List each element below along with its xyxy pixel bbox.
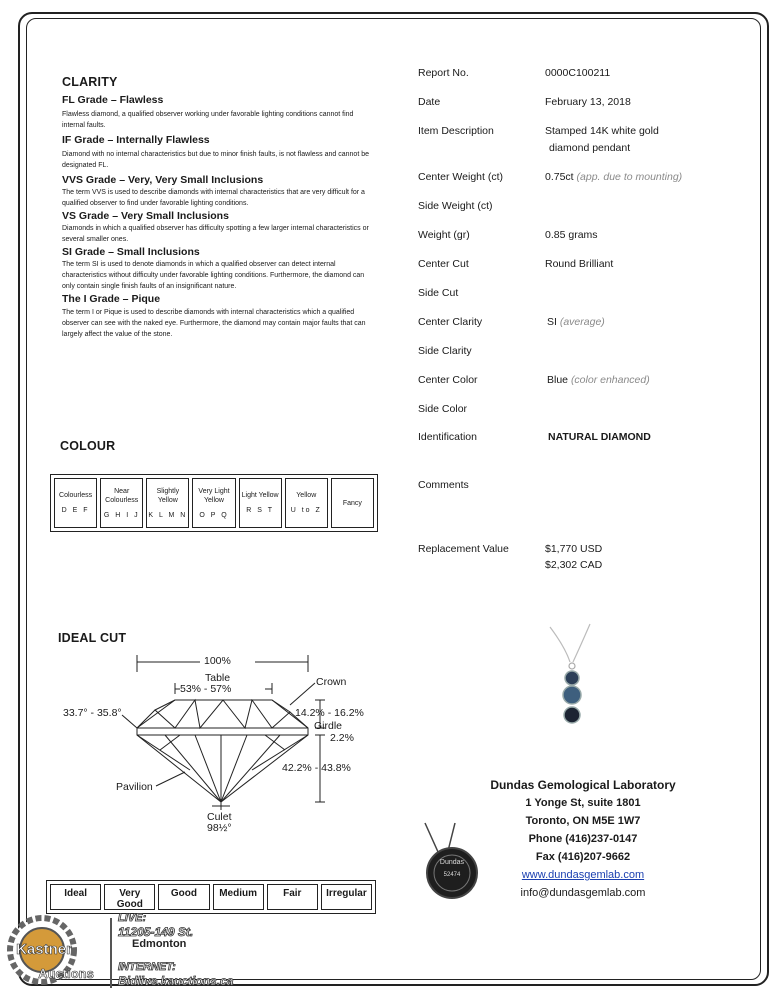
cut-pavilion-label: Pavilion bbox=[116, 781, 153, 793]
watermark-live-address2: Edmonton bbox=[132, 938, 187, 950]
seal-number: 52474 bbox=[443, 872, 461, 878]
report-label: Center Cut bbox=[418, 258, 469, 270]
clarity-title: CLARITY bbox=[62, 75, 118, 89]
colour-box-near-colourless bbox=[100, 478, 143, 528]
report-label: Center Color bbox=[418, 374, 478, 386]
cut-pavilion-depth: 42.2% - 43.8% bbox=[282, 762, 351, 774]
replacement-cad: $2,302 CAD bbox=[545, 559, 603, 571]
report-value: NATURAL DIAMOND bbox=[548, 431, 651, 443]
lab-name: Dundas Gemological Laboratory bbox=[490, 778, 676, 792]
cut-grade-box: Irregular bbox=[321, 884, 372, 910]
report-value bbox=[547, 316, 605, 328]
cut-crown-label: Crown bbox=[316, 676, 347, 688]
lab-phone: Phone (416)237-0147 bbox=[528, 833, 638, 845]
report-value: 0000C100211 bbox=[545, 67, 611, 79]
value-text: Blue bbox=[547, 374, 569, 386]
grade-description: Diamond with no internal characteristics but due to minor finish faults, is not flawless and cannot be designated FL. bbox=[62, 151, 369, 169]
grade-heading: The I Grade – Pique bbox=[62, 293, 161, 305]
report-label: Item Description bbox=[418, 125, 494, 137]
comments-label: Comments bbox=[418, 479, 469, 491]
colour-letters: D E F bbox=[61, 507, 90, 514]
clarity-grade-if bbox=[62, 134, 372, 171]
cut-grade-box: Fair bbox=[267, 884, 318, 910]
grade-description: The term VVS is used to describe diamonds with internal characteristics that are very difficult for a qualified observer to find under favorable lighting conditions. bbox=[62, 189, 365, 207]
report-value bbox=[547, 374, 650, 386]
watermark-divider bbox=[110, 918, 112, 988]
clarity-grade-si bbox=[62, 246, 372, 292]
colour-box-very-light-yellow bbox=[192, 478, 235, 528]
seal-text: Dundas bbox=[439, 859, 465, 866]
report-value: February 13, 2018 bbox=[545, 96, 631, 108]
colour-letters: G H I J bbox=[103, 511, 140, 519]
replacement-label: Replacement Value bbox=[418, 543, 509, 555]
cut-culet-pct: 98½° bbox=[207, 822, 232, 834]
colour-name: Yellow bbox=[296, 492, 317, 499]
report-label: Date bbox=[418, 96, 441, 108]
report-label: Side Cut bbox=[418, 287, 459, 299]
grade-heading: VS Grade – Very Small Inclusions bbox=[62, 210, 229, 222]
pendant-photo bbox=[540, 622, 610, 732]
value-note: (average) bbox=[559, 316, 605, 328]
colour-name: Fancy bbox=[342, 499, 362, 507]
cut-table-range: 53% - 57% bbox=[180, 683, 232, 695]
colour-name: Very Light Yellow bbox=[198, 487, 230, 504]
value-text: SI bbox=[547, 316, 557, 328]
kastner-logo-icon bbox=[4, 912, 114, 992]
report-label: Report No. bbox=[418, 67, 469, 79]
colour-letters: R S T bbox=[246, 507, 275, 514]
colour-box-light-yellow bbox=[239, 478, 282, 528]
cut-crown-angle: 33.7° - 35.8° bbox=[63, 707, 122, 719]
watermark-internet-label: INTERNET: bbox=[118, 961, 176, 973]
cut-grade-box: Medium bbox=[213, 884, 264, 910]
cut-grade-scale bbox=[46, 880, 376, 914]
report-label: Side Weight (ct) bbox=[418, 200, 493, 212]
value-note: (color enhanced) bbox=[570, 374, 650, 386]
watermark-live-label: LIVE: bbox=[118, 912, 147, 924]
cut-crown-height: 14.2% - 16.2% bbox=[295, 707, 364, 719]
clarity-grades bbox=[62, 94, 372, 340]
colour-box-colourless bbox=[54, 478, 97, 528]
report-value-line2: diamond pendant bbox=[549, 142, 631, 154]
colour-name: Near Colourless bbox=[105, 487, 139, 504]
value-note: (app. due to mounting) bbox=[576, 171, 683, 183]
cut-total-label: 100% bbox=[204, 655, 231, 667]
colour-title: COLOUR bbox=[60, 439, 116, 453]
report-label: Side Color bbox=[418, 403, 468, 415]
lab-fax: Fax (416)207-9662 bbox=[535, 851, 631, 863]
grade-description: Diamonds in which a qualified observer has difficulty spotting a few larger internal characteristics or several smaller ones. bbox=[62, 225, 369, 243]
colour-letters: K L M N bbox=[148, 511, 188, 519]
lab-address2: Toronto, ON M5E 1W7 bbox=[525, 815, 641, 827]
grade-description: The term SI is used to denote diamonds in which a qualified observer can detect internal characteristics without difficulty under favorable lighting conditions. Furthermore, the diamond can only contain single finish faults of an insignificant nature. bbox=[62, 261, 365, 290]
colour-box-slightly-yellow bbox=[146, 478, 189, 528]
report-value bbox=[545, 171, 682, 183]
report-label: Side Clarity bbox=[418, 345, 472, 357]
ideal-cut-title: IDEAL CUT bbox=[58, 631, 127, 645]
colour-box-yellow bbox=[285, 478, 328, 528]
clarity-grade-vs bbox=[62, 210, 372, 245]
colour-name: Colourless bbox=[59, 492, 93, 499]
grade-heading: IF Grade – Internally Flawless bbox=[62, 134, 210, 146]
grade-heading: VVS Grade – Very, Very Small Inclusions bbox=[62, 174, 264, 186]
report-value: Round Brilliant bbox=[545, 258, 614, 270]
report-value: 0.85 grams bbox=[545, 229, 598, 241]
replacement-usd: $1,770 USD bbox=[545, 543, 603, 555]
colour-letters: U to Z bbox=[290, 507, 322, 514]
grade-heading: SI Grade – Small Inclusions bbox=[62, 246, 200, 258]
logo-line1: Kastner bbox=[16, 941, 72, 958]
lab-website-link[interactable]: www.dundasgemlab.com bbox=[521, 869, 645, 881]
colour-name: Light Yellow bbox=[241, 492, 279, 499]
lab-info bbox=[478, 776, 688, 902]
report-value: Stamped 14K white gold bbox=[545, 125, 659, 137]
cut-table-label: Table bbox=[205, 672, 231, 684]
clarity-grade-fl bbox=[62, 94, 372, 131]
cut-girdle-label: Girdle bbox=[314, 720, 343, 732]
cut-grade-box: Very Good bbox=[104, 884, 155, 910]
lab-address1: 1 Yonge St, suite 1801 bbox=[525, 797, 641, 809]
clarity-grade-i bbox=[62, 293, 372, 340]
report-label: Center Weight (ct) bbox=[418, 171, 503, 183]
cut-culet-label: Culet bbox=[207, 811, 232, 823]
colour-box-fancy bbox=[331, 478, 374, 528]
report-label: Identification bbox=[418, 431, 477, 443]
grade-heading: FL Grade – Flawless bbox=[62, 94, 164, 106]
clarity-grade-vvs bbox=[62, 174, 372, 209]
colour-name: Slightly Yellow bbox=[156, 487, 180, 504]
colour-scale bbox=[50, 474, 378, 532]
cut-girdle-pct: 2.2% bbox=[330, 732, 354, 744]
cut-grade-box: Good bbox=[158, 884, 209, 910]
grade-description: Flawless diamond, a qualified observer working under favorable lighting conditions cannot find internal faults. bbox=[62, 111, 354, 129]
value-text: 0.75ct bbox=[545, 171, 574, 183]
grade-description: The term I or Pique is used to describe diamonds with internal characteristics which a qualified observer can see with the naked eye. Furthermore, the diamond may contain major faults that can largely affect the value of the stone. bbox=[62, 309, 366, 338]
cut-grade-box: Ideal bbox=[50, 884, 101, 910]
watermark-internet-url: Bidlive.kauctions.ca bbox=[118, 974, 234, 988]
lab-email: info@dundasgemlab.com bbox=[520, 887, 646, 899]
lab-seal-icon bbox=[415, 818, 490, 918]
watermark-live-address1: 11205-149 St. bbox=[118, 925, 194, 939]
report-label: Weight (gr) bbox=[418, 229, 470, 241]
report-label: Center Clarity bbox=[418, 316, 483, 328]
logo-line2: Auctions bbox=[38, 966, 94, 981]
colour-letters: O P Q bbox=[199, 511, 229, 519]
